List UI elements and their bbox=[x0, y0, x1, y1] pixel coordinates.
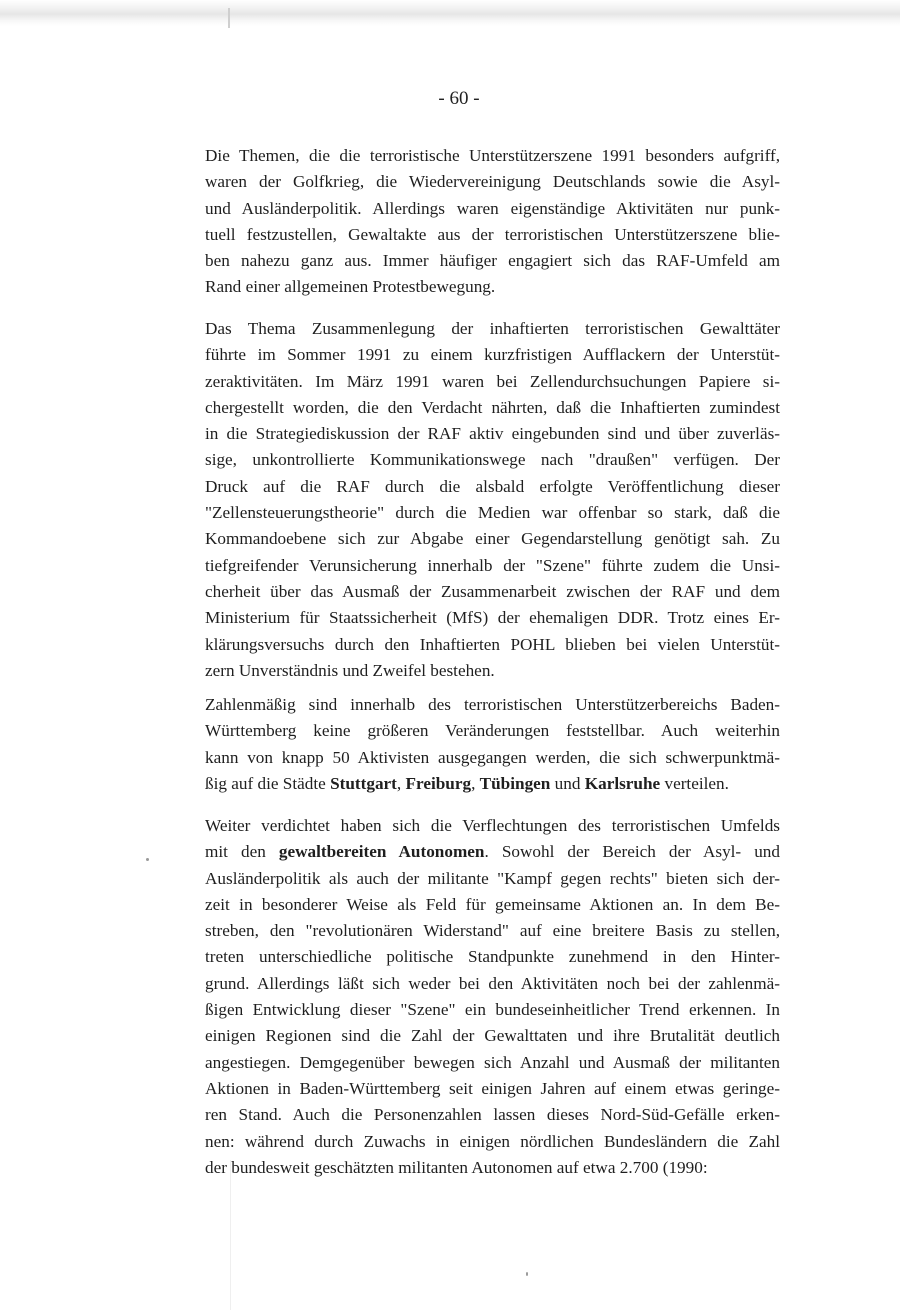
text-line bbox=[205, 1129, 780, 1155]
text-line bbox=[205, 1102, 780, 1128]
paragraph bbox=[205, 316, 780, 684]
text-run: sige, unkontrollierte Kommunikationswege nach "draußen" verfügen. Der bbox=[205, 450, 780, 470]
text-run: , bbox=[396, 773, 406, 793]
text-run: ren Stand. Auch die Personenzahlen lassen dieses Nord-Süd-Gefälle erken- bbox=[205, 1105, 780, 1125]
text-run: , bbox=[471, 773, 480, 793]
text-run: ßig auf die Städte bbox=[205, 773, 331, 793]
text-line bbox=[205, 248, 780, 274]
text-run: zeraktivitäten. Im März 1991 waren bei Zellendurchsuchungen Papiere si- bbox=[205, 371, 780, 391]
text-line bbox=[205, 892, 780, 918]
text-line bbox=[205, 658, 780, 684]
text-line bbox=[205, 1050, 780, 1076]
text-run: ben nahezu ganz aus. Immer häufiger engagiert sich das RAF-Umfeld am bbox=[205, 251, 780, 271]
text-run: tiefgreifender Verunsicherung innerhalb der "Szene" führte zudem die Unsi- bbox=[205, 555, 780, 575]
text-line bbox=[205, 1155, 780, 1181]
text-run: Weiter verdichtet haben sich die Verflechtungen des terroristischen Umfelds bbox=[205, 816, 780, 835]
text-line bbox=[205, 169, 780, 195]
text-run: Württemberg keine größeren Veränderungen feststellbar. Auch weiterhin bbox=[205, 721, 780, 741]
text-line bbox=[205, 971, 780, 997]
text-line bbox=[205, 316, 780, 342]
text-line bbox=[205, 997, 780, 1023]
text-line bbox=[205, 196, 780, 222]
text-run: grund. Allerdings läßt sich weder bei den Aktivitäten noch bei der zahlenmä- bbox=[205, 973, 780, 993]
bold-text: Karlsruhe bbox=[584, 773, 661, 793]
text-line bbox=[205, 222, 780, 248]
text-line bbox=[205, 342, 780, 368]
text-run: tuell festzustellen, Gewaltakte aus der terroristischen Unterstützerszene blie- bbox=[205, 224, 780, 244]
text-line bbox=[205, 274, 780, 300]
text-run: Druck auf die RAF durch die alsbald erfolgte Veröffentlichung dieser bbox=[205, 476, 780, 496]
text-run: Ministerium für Staatssicherheit (MfS) der ehemaligen DDR. Trotz eines Er- bbox=[205, 608, 780, 628]
text-line bbox=[205, 745, 780, 771]
bold-text: Freiburg bbox=[405, 773, 472, 793]
scan-speck bbox=[146, 858, 149, 861]
text-line bbox=[205, 447, 780, 473]
text-run: und Ausländerpolitik. Allerdings waren eigenständige Aktivitäten nur punk- bbox=[205, 198, 780, 218]
text-line bbox=[205, 632, 780, 658]
text-run: "Zellensteuerungstheorie" durch die Medien war offenbar so stark, daß die bbox=[205, 503, 780, 523]
scan-speck bbox=[526, 1272, 528, 1276]
text-run: mit den bbox=[205, 842, 279, 862]
text-line bbox=[205, 421, 780, 447]
text-run: waren der Golfkrieg, die Wiedervereinigung Deutschlands sowie die Asyl- bbox=[205, 172, 780, 192]
text-line bbox=[205, 369, 780, 395]
page-number: - 60 - bbox=[438, 88, 480, 109]
text-run: Kommandoebene sich zur Abgabe einer Gegendarstellung genötigt sah. Zu bbox=[205, 529, 780, 549]
text-run: und bbox=[550, 773, 585, 793]
paragraph bbox=[205, 143, 780, 301]
text-line bbox=[205, 692, 780, 718]
text-line bbox=[205, 918, 780, 944]
text-run: Rand einer allgemeinen Protestbewegung. bbox=[205, 277, 496, 297]
text-line bbox=[205, 500, 780, 526]
bold-text: Stuttgart bbox=[330, 773, 397, 793]
text-run: chergestellt worden, die den Verdacht nährten, daß die Inhaftierten zumindest bbox=[205, 397, 780, 417]
scan-artifact-mark bbox=[228, 8, 230, 28]
bold-text: gewaltbereiten Autonomen bbox=[278, 842, 485, 862]
text-line bbox=[205, 718, 780, 744]
text-run: ßigen Entwicklung dieser "Szene" ein bundeseinheitlicher Trend erkennen. In bbox=[205, 1000, 780, 1020]
paragraph bbox=[205, 692, 780, 797]
text-run: führte im Sommer 1991 zu einem kurzfristigen Aufflackern der Unterstüt- bbox=[205, 345, 780, 365]
text-line bbox=[205, 866, 780, 892]
text-run: der bundesweit geschätzten militanten Autonomen auf etwa 2.700 (1990: bbox=[205, 1157, 708, 1177]
text-run: kann von knapp 50 Aktivisten ausgegangen werden, die sich schwerpunktmä- bbox=[205, 747, 780, 767]
text-run: Zahlenmäßig sind innerhalb des terroristischen Unterstützerbereichs Baden- bbox=[205, 695, 780, 714]
text-line bbox=[205, 813, 780, 839]
text-run: streben, den "revolutionären Widerstand" auf eine breitere Basis zu stellen, bbox=[205, 921, 780, 941]
paragraph bbox=[205, 813, 780, 1181]
text-line bbox=[205, 944, 780, 970]
text-line bbox=[205, 143, 780, 169]
text-line bbox=[205, 395, 780, 421]
text-line bbox=[205, 771, 780, 797]
text-run: Das Thema Zusammenlegung der inhaftierten terroristischen Gewalttäter bbox=[205, 319, 780, 338]
text-run: . Sowohl der Bereich der Asyl- und bbox=[484, 842, 780, 862]
text-line bbox=[205, 1023, 780, 1049]
text-line bbox=[205, 526, 780, 552]
text-run: angestiegen. Demgegenüber bewegen sich Anzahl und Ausmaß der militanten bbox=[205, 1052, 780, 1072]
text-run: nen: während durch Zuwachs in einigen nördlichen Bundesländern die Zahl bbox=[205, 1131, 780, 1151]
text-run: Die Themen, die die terroristische Unterstützerszene 1991 besonders aufgriff, bbox=[205, 146, 780, 165]
text-line bbox=[205, 1076, 780, 1102]
scan-top-shadow bbox=[0, 0, 900, 26]
text-line bbox=[205, 839, 780, 865]
text-line bbox=[205, 579, 780, 605]
text-run: Ausländerpolitik als auch der militante "Kampf gegen rechts" bieten sich der- bbox=[205, 868, 780, 888]
text-run: Aktionen in Baden-Württemberg seit einigen Jahren auf einem etwas geringe- bbox=[205, 1078, 780, 1098]
text-line bbox=[205, 553, 780, 579]
text-run: treten unterschiedliche politische Standpunkte zunehmend in den Hinter- bbox=[205, 947, 780, 967]
bold-text: Tübingen bbox=[479, 773, 551, 793]
text-run: zeit in besonderer Weise als Feld für gemeinsame Aktionen an. In dem Be- bbox=[205, 894, 780, 914]
text-run: in die Strategiediskussion der RAF aktiv eingebunden sind und über zuverläs- bbox=[205, 424, 780, 444]
text-run: einigen Regionen sind die Zahl der Gewalttaten und ihre Brutalität deutlich bbox=[205, 1026, 780, 1046]
text-line bbox=[205, 605, 780, 631]
text-run: verteilen. bbox=[660, 773, 729, 793]
text-run: zern Unverständnis und Zweifel bestehen. bbox=[205, 660, 495, 680]
scan-artifact-line bbox=[230, 1160, 231, 1310]
text-line bbox=[205, 474, 780, 500]
text-run: klärungsversuchs durch den Inhaftierten POHL blieben bei vielen Unterstüt- bbox=[205, 634, 780, 654]
text-run: cherheit über das Ausmaß der Zusammenarbeit zwischen der RAF und dem bbox=[205, 581, 780, 601]
